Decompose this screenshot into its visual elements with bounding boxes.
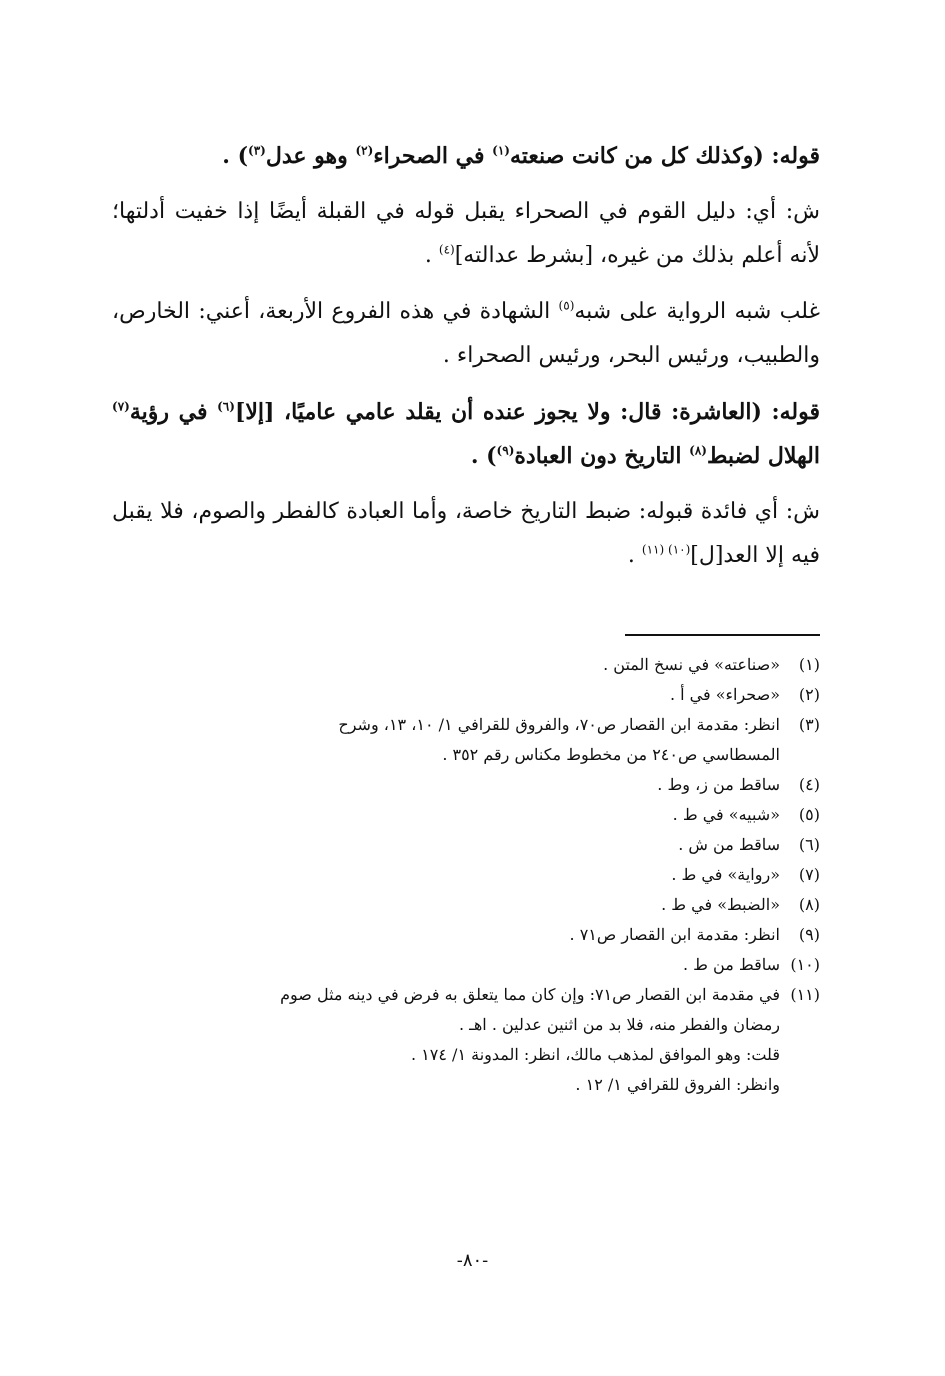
footnote-ref[interactable]: (٧) (112, 399, 130, 414)
paragraph-1 (112, 134, 820, 178)
footnote-number: (١١) (790, 985, 820, 1004)
footnote-number: (٥) (798, 805, 820, 824)
footnote-number: (٩) (798, 925, 820, 944)
footnote-line: «صحراء» في أ . (669, 685, 780, 704)
footnote-item (112, 800, 820, 830)
footnote-line: «صناعته» في نسخ المتن . (603, 655, 780, 674)
footnote-text (112, 770, 780, 800)
paragraph-2 (112, 190, 820, 278)
footnote-line: رمضان والفطر منه، فلا بد من اثنين عدلين . اهـ . (459, 1015, 780, 1034)
footnote-number: (١) (798, 655, 820, 674)
footnote-text (112, 680, 780, 710)
footnote-ref[interactable]: (٣) (248, 143, 266, 158)
footnote-item (112, 650, 820, 680)
footnote-number: (١٠) (790, 955, 820, 974)
footnote-number: (٧) (798, 865, 820, 884)
footnote-item (112, 890, 820, 920)
footnote-line: انظر: مقدمة ابن القصار ص٧١ . (569, 925, 780, 944)
footnote-text (112, 860, 780, 890)
footnote-text (112, 890, 780, 920)
text-segment: الشهادة في هذه الفروع الأربعة، أعني: الخارص، والطبيب، ورئيس البحر، ورئيس الصحراء . (112, 299, 820, 368)
text-segment: . (627, 543, 642, 568)
main-text (112, 134, 820, 590)
footnote-item (112, 830, 820, 860)
footnote-line: «رواية» في ط . (671, 865, 780, 884)
footnote-line: في مقدمة ابن القصار ص٧١: وإن كان مما يتعلق به فرض في دينه مثل صوم (280, 985, 780, 1004)
footnote-ref[interactable]: (٩) (496, 443, 515, 458)
footnote-line: «الضبط» في ط . (661, 895, 780, 914)
footnote-ref[interactable]: (٦) (217, 399, 235, 414)
footnote-number: (٣) (798, 715, 820, 734)
paragraph-3 (112, 290, 820, 378)
footnote-text (112, 710, 780, 770)
text-segment: . (424, 243, 439, 268)
footnote-separator (625, 634, 820, 636)
paragraph-4 (112, 390, 820, 478)
footnote-text (112, 980, 780, 1100)
footnotes (112, 650, 820, 1100)
text-segment: في رؤية (129, 399, 218, 425)
text-segment: ش: أي: دليل القوم في الصحراء يقبل قوله في القبلة أيضًا إذا خفيت أدلتها؛ لأنه أعلم بذلك من غيره، [بشرط عدالته] (112, 199, 820, 268)
footnote-ref[interactable]: (١١) (641, 542, 668, 557)
text-segment: غلب شبه الرواية على شبه (574, 299, 820, 324)
footnote-ref[interactable]: (٥) (558, 298, 575, 313)
footnote-line: قلت: وهو الموافق لمذهب مالك، انظر: المدونة ١/ ١٧٤ . (411, 1045, 780, 1064)
footnote-ref[interactable]: (٤) (438, 242, 455, 257)
footnote-number: (٨) (798, 895, 820, 914)
footnote-ref[interactable]: (١٠) (668, 542, 691, 557)
footnote-item (112, 710, 820, 770)
paragraph-5 (112, 490, 820, 578)
footnote-line: وانظر: الفروق للقرافي ١/ ١٢ . (575, 1075, 780, 1094)
text-segment: قوله: (وكذلك كل من كانت صنعته (509, 143, 820, 169)
footnote-text (112, 800, 780, 830)
footnote-text (112, 830, 780, 860)
footnote-text (112, 950, 780, 980)
text-segment: ش: أي فائدة قبوله: ضبط التاريخ خاصة، وأما العبادة كالفطر والصوم، فلا يقبل فيه إلا العد[ل] (112, 499, 820, 568)
footnote-line: انظر: مقدمة ابن القصار ص٧٠، والفروق للقرافي ١/ ١٠، ١٣، وشرح (338, 715, 780, 734)
footnote-number: (٦) (798, 835, 820, 854)
footnote-item (112, 920, 820, 950)
footnote-line: «شبيه» في ط . (672, 805, 780, 824)
footnote-line: ساقط من ز، وط . (657, 775, 780, 794)
footnote-item (112, 770, 820, 800)
text-segment: التاريخ دون العبادة (514, 443, 690, 469)
text-segment: الهلال لضبط (706, 443, 820, 469)
footnote-number: (٤) (798, 775, 820, 794)
footnote-ref[interactable]: (٨) (689, 443, 707, 458)
footnote-text (112, 920, 780, 950)
footnote-line: ساقط من ط . (682, 955, 780, 974)
footnote-item (112, 680, 820, 710)
footnote-item (112, 980, 820, 1100)
footnote-ref[interactable]: (١) (492, 143, 510, 158)
footnote-ref[interactable]: (٢) (355, 143, 374, 158)
footnote-text (112, 650, 780, 680)
footnote-item (112, 860, 820, 890)
text-segment: ) . (222, 143, 249, 169)
footnote-number: (٢) (798, 685, 820, 704)
page-number: -٨٠- (456, 1250, 489, 1271)
footnote-line: ساقط من ش . (678, 835, 780, 854)
footnote-item (112, 950, 820, 980)
text-segment: قوله: (العاشرة: قال: ولا يجوز عنده أن يقلد عامي عاميًا، [إلا] (234, 399, 820, 425)
text-segment: في الصحراء (373, 143, 493, 169)
footnote-line: المسطاسي ص٢٤٠ من مخطوط مكناس رقم ٣٥٢ . (442, 745, 780, 764)
text-segment: ) . (470, 443, 497, 469)
text-segment: وهو عدل (265, 143, 356, 169)
